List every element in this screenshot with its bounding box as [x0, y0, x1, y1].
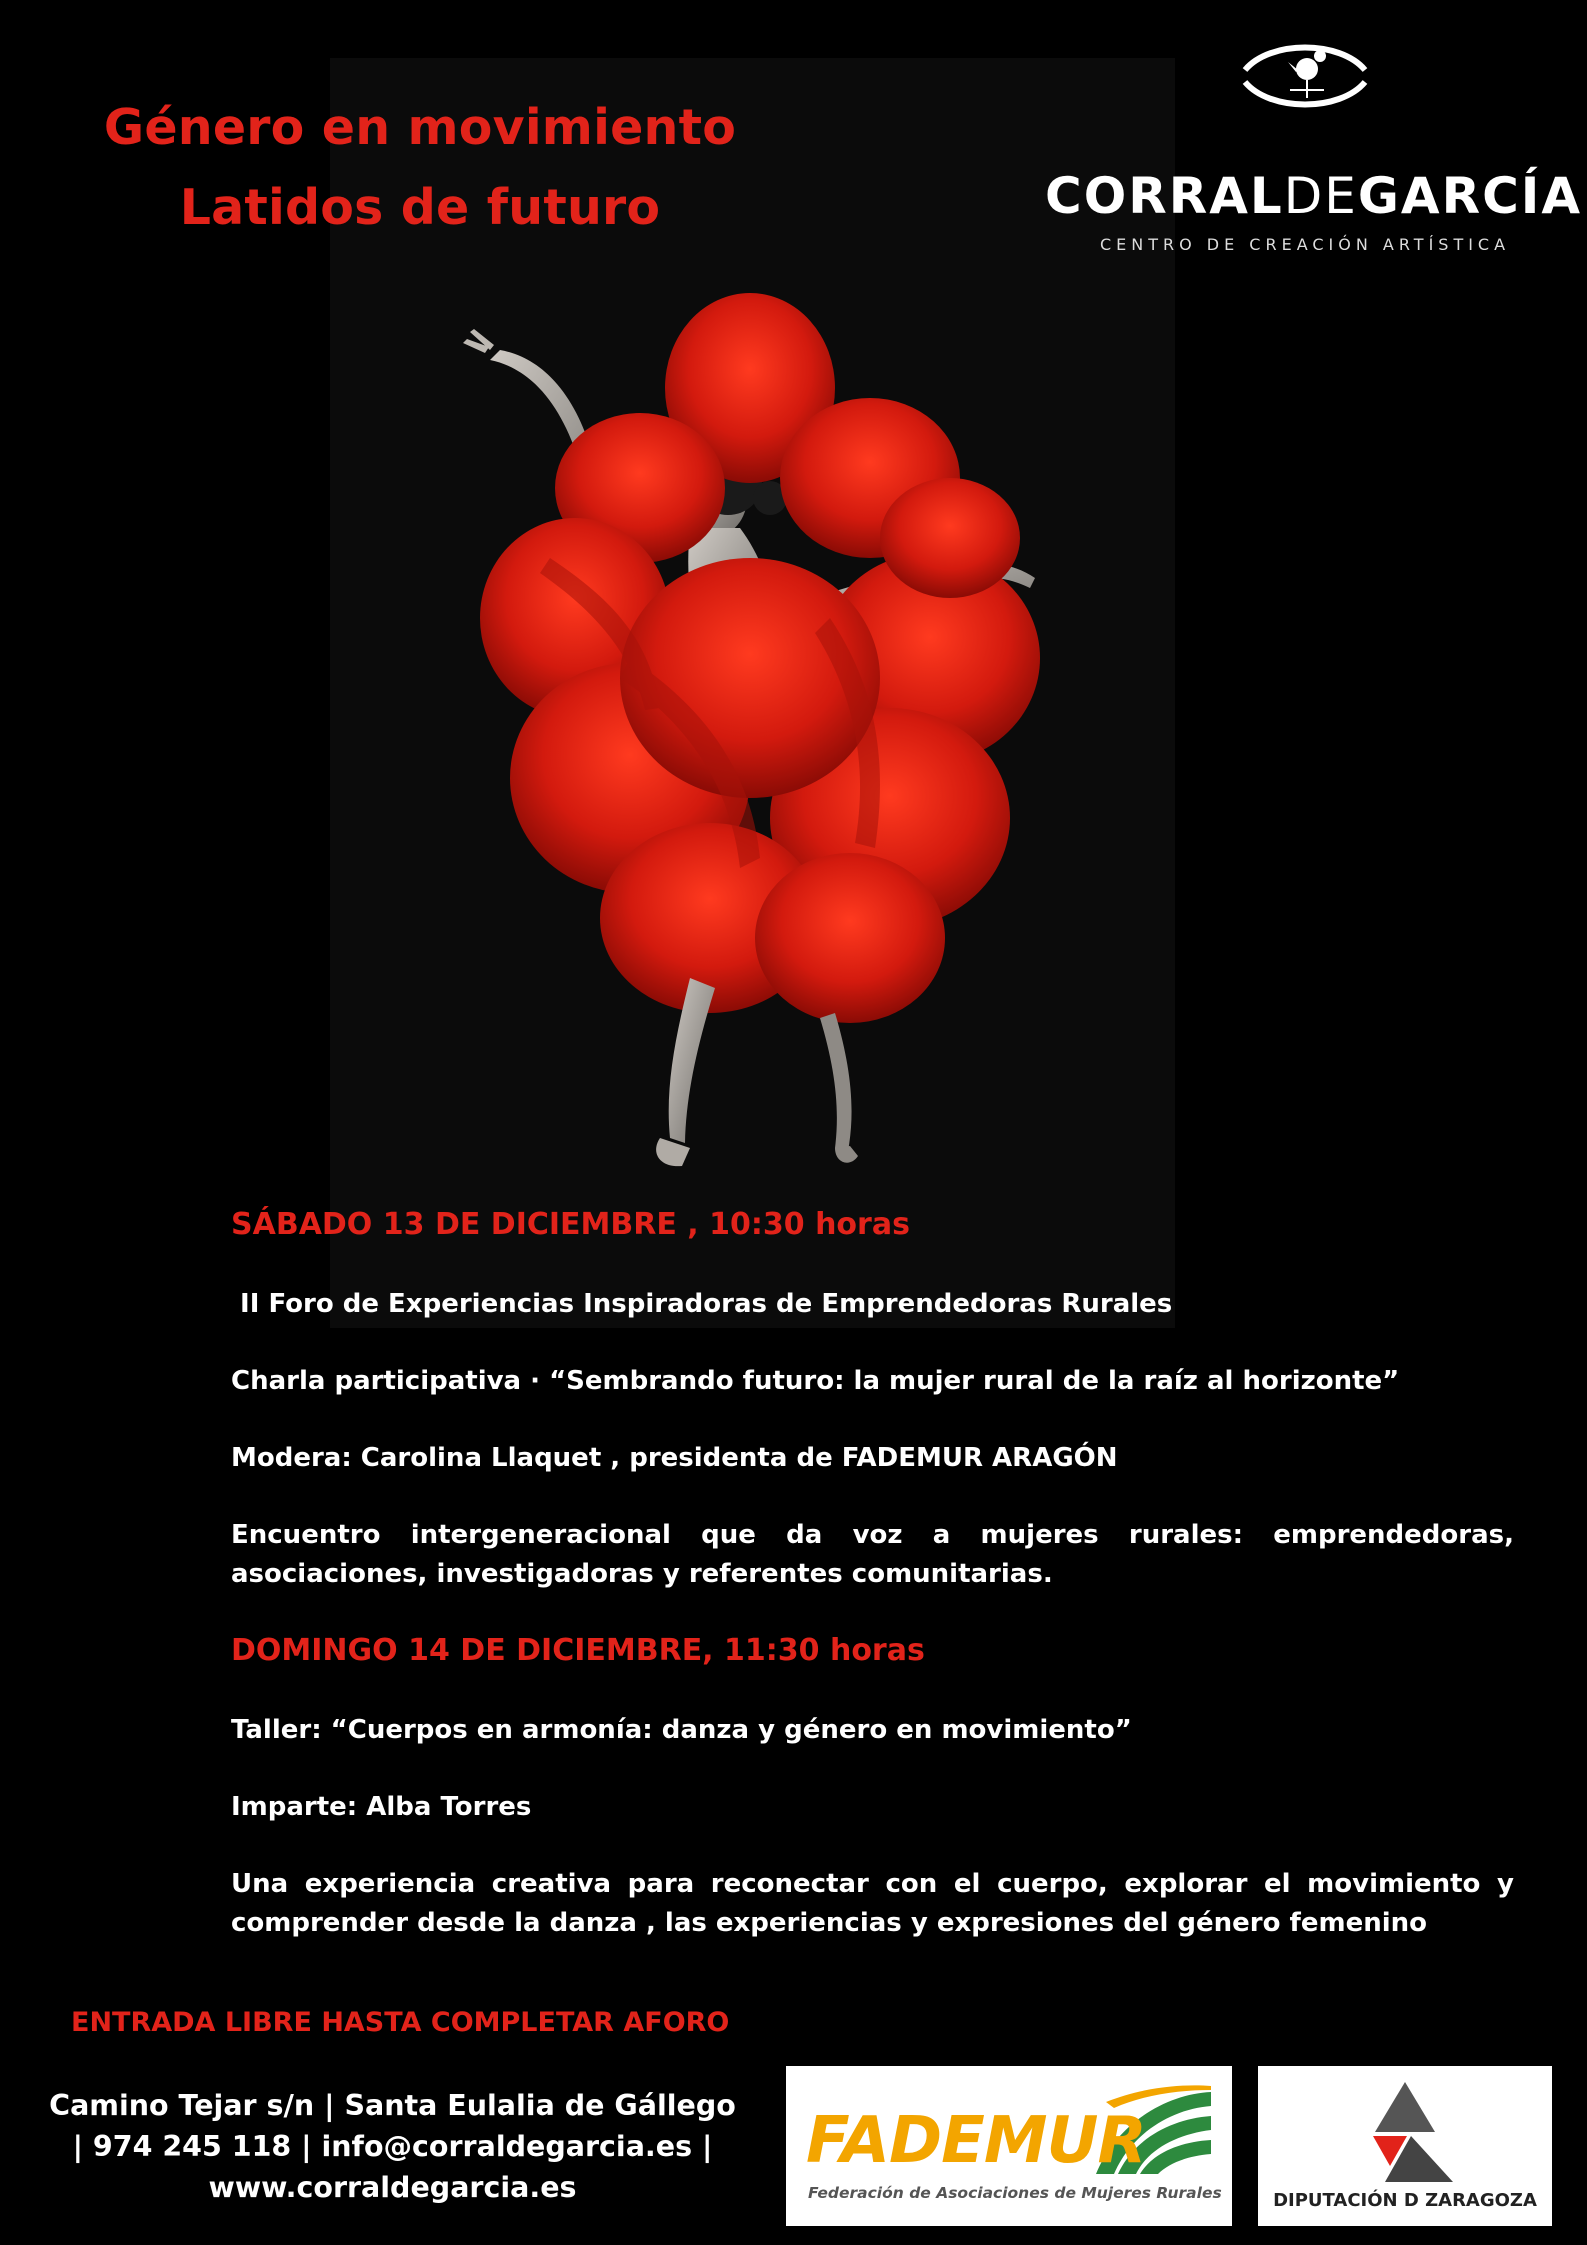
sunday-instructor: Imparte: Alba Torres — [231, 1792, 532, 1822]
saturday-heading: SÁBADO 13 DE DICIEMBRE , 10:30 horas — [231, 1207, 910, 1242]
saturday-description: Encuentro intergeneracional que da voz a mujeres rurales: emprendedoras, asociaciones, investigadoras y referentes comunitarias. — [231, 1520, 1514, 1589]
dpz-wordmark: DIPUTACIÓN D ZARAGOZA — [1273, 2190, 1537, 2211]
free-entry-notice: ENTRADA LIBRE HASTA COMPLETAR AFORO — [71, 2007, 730, 2038]
fademur-logo — [786, 2066, 1232, 2226]
sunday-description: Una experiencia creativa para reconectar con el cuerpo, explorar el movimiento y comprender desde la danza , las experiencias y expresiones del género femenino — [231, 1869, 1514, 1938]
sunday-heading: DOMINGO 14 DE DICIEMBRE, 11:30 horas — [231, 1633, 925, 1668]
eye-bird-icon — [1240, 32, 1370, 117]
fademur-wordmark: FADEMUR — [806, 2104, 1146, 2178]
corral-de-garcia-logo — [1045, 32, 1583, 254]
title-line-2: Latidos de futuro — [179, 179, 661, 236]
saturday-forum: II Foro de Experiencias Inspiradoras de Emprendedoras Rurales — [231, 1289, 1173, 1319]
logo-wordmark: CORRALDEGARCÍA — [1045, 167, 1583, 225]
sunday-workshop: Taller: “Cuerpos en armonía: danza y género en movimiento” — [231, 1715, 1132, 1745]
contact-info — [40, 2085, 745, 2208]
diputacion-zaragoza-logo — [1258, 2066, 1552, 2226]
saturday-moderator: Modera: Carolina Llaquet , presidenta de FADEMUR ARAGÓN — [231, 1443, 1118, 1473]
saturday-talk: Charla participativa · “Sembrando futuro: la mujer rural de la raíz al horizonte” — [231, 1366, 1400, 1396]
dpz-triangles-icon — [1345, 2080, 1465, 2185]
contact-website[interactable]: www.corraldegarcia.es — [208, 2171, 577, 2204]
contact-phone-email: | 974 245 118 | info@corraldegarcia.es | — [72, 2130, 713, 2163]
fademur-subtitle: Federación de Asociaciones de Mujeres Rurales — [808, 2184, 1222, 2202]
program-content — [231, 1205, 1514, 1943]
poster-title — [60, 88, 780, 248]
title-line-1: Género en movimiento — [103, 99, 737, 156]
logo-subtitle: CENTRO DE CREACIÓN ARTÍSTICA — [1099, 235, 1511, 254]
contact-address: Camino Tejar s/n | Santa Eulalia de Gállego — [49, 2089, 736, 2122]
